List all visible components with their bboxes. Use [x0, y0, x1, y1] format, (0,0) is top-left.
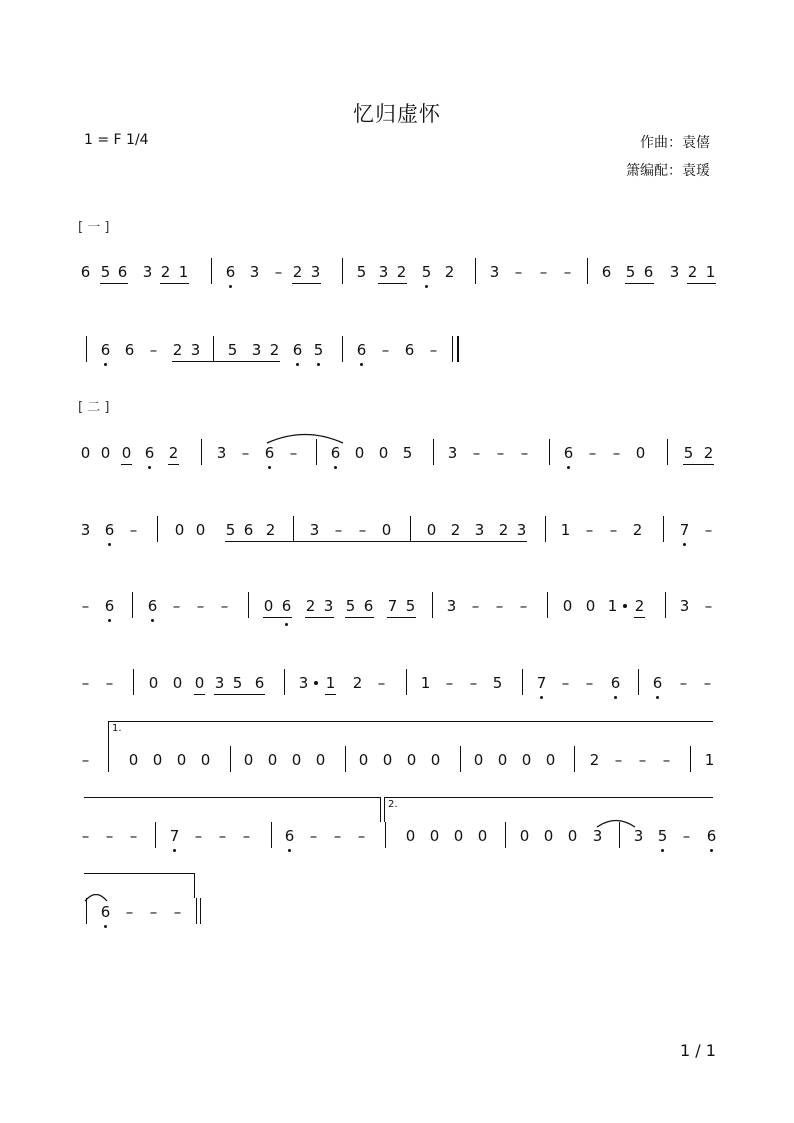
low-octave-dot — [104, 925, 107, 928]
note: 2 — [634, 597, 645, 615]
note: – — [703, 674, 712, 692]
note: 6 — [284, 827, 295, 845]
note: – — [381, 341, 390, 359]
note: 1 — [178, 263, 189, 281]
note: 3 — [216, 444, 227, 462]
barline — [663, 516, 664, 542]
barline — [108, 746, 109, 772]
note: 7 — [679, 521, 690, 539]
beam-underline — [172, 361, 280, 362]
barline — [342, 258, 343, 284]
note: – — [519, 597, 528, 615]
final-barline — [196, 898, 201, 924]
note: – — [585, 521, 594, 539]
barline — [410, 516, 411, 542]
beam-underline — [225, 541, 527, 542]
beam-underline — [263, 617, 292, 618]
note: – — [129, 521, 138, 539]
beam-underline — [305, 617, 334, 618]
note: 0 — [382, 751, 393, 769]
note: 0 — [477, 827, 488, 845]
note: 0 — [585, 597, 596, 615]
note: 1 — [420, 674, 431, 692]
score-title: 忆归虚怀 — [353, 102, 441, 126]
note: – — [638, 751, 647, 769]
note: 0 — [562, 597, 573, 615]
beam-underline — [634, 617, 645, 618]
note: 0 — [545, 751, 556, 769]
note: – — [289, 444, 298, 462]
note: 5 — [402, 444, 413, 462]
note: – — [81, 597, 90, 615]
low-octave-dot — [317, 363, 320, 366]
barline — [460, 746, 461, 772]
low-octave-dot — [296, 363, 299, 366]
barline — [284, 669, 285, 695]
note: 5 — [625, 263, 636, 281]
barline — [545, 516, 546, 542]
note: 3 — [251, 341, 262, 359]
beam-underline — [387, 617, 416, 618]
score-line-8 — [80, 826, 720, 876]
note: 3 — [298, 674, 309, 692]
note: – — [377, 674, 386, 692]
note: – — [563, 263, 572, 281]
note: 0 — [263, 597, 274, 615]
note: 6 — [404, 341, 415, 359]
barline — [211, 258, 212, 284]
note: 3 — [309, 521, 320, 539]
note: 6 — [225, 263, 236, 281]
note: – — [218, 827, 227, 845]
note: 6 — [100, 903, 111, 921]
note: – — [105, 827, 114, 845]
note: – — [125, 903, 134, 921]
note: 0 — [291, 751, 302, 769]
barline — [345, 746, 346, 772]
note: 3 — [378, 263, 389, 281]
barline — [547, 592, 548, 618]
arranger-credit: 箫编配：袁瑗 — [626, 163, 710, 179]
beam-underline — [160, 283, 189, 284]
note: 2 — [168, 444, 179, 462]
note: 0 — [354, 444, 365, 462]
volta-bracket — [84, 797, 381, 822]
note: 0 — [100, 444, 111, 462]
score-line-1 — [80, 262, 720, 312]
note: 0 — [176, 751, 187, 769]
note: 5 — [492, 674, 503, 692]
note: 7 — [536, 674, 547, 692]
note: 5 — [657, 827, 668, 845]
barline — [213, 336, 214, 362]
note: 6 — [281, 597, 292, 615]
note: – — [662, 751, 671, 769]
note: 6 — [80, 263, 91, 281]
low-octave-dot — [661, 849, 664, 852]
note: 2 — [396, 263, 407, 281]
beam-underline — [625, 283, 654, 284]
note: 6 — [601, 263, 612, 281]
note: 0 — [200, 751, 211, 769]
note: 1 — [607, 597, 618, 615]
note: 1 — [325, 674, 336, 692]
note: – — [704, 597, 713, 615]
note: 7 — [169, 827, 180, 845]
low-octave-dot — [360, 363, 363, 366]
note: – — [274, 263, 283, 281]
note: 2 — [632, 521, 643, 539]
beam-underline — [292, 283, 321, 284]
barline — [201, 439, 202, 465]
augmentation-dot — [314, 681, 318, 685]
barline — [574, 746, 575, 772]
note: – — [81, 674, 90, 692]
note: – — [514, 263, 523, 281]
note: 6 — [117, 263, 128, 281]
barline — [342, 336, 343, 362]
note: 6 — [104, 521, 115, 539]
note: 5 — [100, 263, 111, 281]
note: 0 — [497, 751, 508, 769]
low-octave-dot — [614, 696, 617, 699]
note: 6 — [706, 827, 717, 845]
section-label-1: [ 一 ] — [78, 220, 110, 235]
low-octave-dot — [540, 696, 543, 699]
tie-arc — [84, 894, 108, 902]
note: 3 — [446, 597, 457, 615]
note: 2 — [687, 263, 698, 281]
note: 2 — [305, 597, 316, 615]
note: 6 — [104, 597, 115, 615]
note: 0 — [635, 444, 646, 462]
note: – — [472, 444, 481, 462]
augmentation-dot — [623, 604, 627, 608]
note: 6 — [124, 341, 135, 359]
note: 2 — [444, 263, 455, 281]
note: 0 — [426, 521, 437, 539]
note: 2 — [498, 521, 509, 539]
low-octave-dot — [148, 466, 151, 469]
barline — [248, 592, 249, 618]
note: – — [445, 674, 454, 692]
low-octave-dot — [567, 466, 570, 469]
key-signature: 1 = F 1/4 — [84, 132, 149, 148]
barline — [432, 592, 433, 618]
note: 5 — [421, 263, 432, 281]
volta-number: 2. — [388, 799, 398, 810]
barline — [271, 822, 272, 848]
low-octave-dot — [683, 543, 686, 546]
low-octave-dot — [151, 619, 154, 622]
note: 0 — [267, 751, 278, 769]
note: – — [614, 751, 623, 769]
note: 2 — [352, 674, 363, 692]
note: – — [242, 827, 251, 845]
beam-underline — [214, 694, 265, 695]
note: 1 — [704, 751, 715, 769]
note: 3 — [310, 263, 321, 281]
barline — [230, 746, 231, 772]
note: 5 — [405, 597, 416, 615]
tie-arc — [596, 820, 636, 828]
note: 5 — [227, 341, 238, 359]
note: 6 — [356, 341, 367, 359]
note: 0 — [128, 751, 139, 769]
note: 0 — [358, 751, 369, 769]
tie-arc — [266, 434, 344, 444]
beam-underline — [121, 464, 132, 465]
low-octave-dot — [229, 285, 232, 288]
volta-number: 1. — [112, 723, 122, 734]
note: 0 — [406, 751, 417, 769]
note: 5 — [225, 521, 236, 539]
note: 5 — [232, 674, 243, 692]
barline — [690, 746, 691, 772]
beam-underline — [325, 694, 336, 695]
note: – — [520, 444, 529, 462]
note: 3 — [592, 827, 603, 845]
beam-underline — [687, 283, 716, 284]
note: – — [81, 751, 90, 769]
note: 6 — [363, 597, 374, 615]
note: 5 — [345, 597, 356, 615]
note: – — [588, 444, 597, 462]
low-octave-dot — [108, 619, 111, 622]
note: 5 — [683, 444, 694, 462]
note: – — [149, 903, 158, 921]
barline — [667, 439, 668, 465]
note: – — [469, 674, 478, 692]
note: 3 — [516, 521, 527, 539]
note: – — [357, 827, 366, 845]
note: 3 — [323, 597, 334, 615]
note: 0 — [378, 444, 389, 462]
note: – — [679, 674, 688, 692]
note: 2 — [172, 341, 183, 359]
note: 6 — [243, 521, 254, 539]
note: 0 — [567, 827, 578, 845]
note: 0 — [195, 521, 206, 539]
note: 6 — [330, 444, 341, 462]
beam-underline — [100, 283, 128, 284]
note: – — [495, 597, 504, 615]
note: 5 — [313, 341, 324, 359]
barline — [638, 669, 639, 695]
note: – — [241, 444, 250, 462]
barline — [385, 822, 386, 848]
note: 0 — [429, 827, 440, 845]
note: 3 — [447, 444, 458, 462]
beam-underline — [683, 464, 714, 465]
note: 0 — [315, 751, 326, 769]
note: – — [682, 827, 691, 845]
beam-underline — [168, 464, 179, 465]
note: 6 — [292, 341, 303, 359]
barline — [406, 669, 407, 695]
beam-underline — [378, 283, 407, 284]
note: 0 — [381, 521, 392, 539]
low-octave-dot — [173, 849, 176, 852]
note: 3 — [669, 263, 680, 281]
note: 7 — [387, 597, 398, 615]
note: 3 — [142, 263, 153, 281]
final-barline — [452, 336, 459, 362]
note: 5 — [356, 263, 367, 281]
note: 2 — [160, 263, 171, 281]
score-line-6 — [80, 673, 720, 723]
low-octave-dot — [425, 285, 428, 288]
note: 6 — [254, 674, 265, 692]
barline — [433, 439, 434, 465]
low-octave-dot — [108, 543, 111, 546]
note: 3 — [80, 521, 91, 539]
note: 0 — [174, 521, 185, 539]
note: 0 — [521, 751, 532, 769]
barline — [475, 258, 476, 284]
page-number: 1 / 1 — [680, 1041, 716, 1060]
note: – — [333, 827, 342, 845]
note: 0 — [194, 674, 205, 692]
note: 3 — [474, 521, 485, 539]
note: 2 — [703, 444, 714, 462]
composer-credit: 作曲：袁僖 — [640, 135, 710, 151]
note: 6 — [652, 674, 663, 692]
barline — [522, 669, 523, 695]
score-line-5 — [80, 596, 720, 646]
note: 2 — [265, 521, 276, 539]
barline — [133, 669, 134, 695]
low-octave-dot — [104, 363, 107, 366]
note: 0 — [152, 751, 163, 769]
barline — [157, 516, 158, 542]
barline — [505, 822, 506, 848]
beam-underline — [345, 617, 374, 618]
volta-bracket — [108, 721, 713, 746]
note: – — [539, 263, 548, 281]
note: – — [220, 597, 229, 615]
low-octave-dot — [656, 696, 659, 699]
barline — [132, 592, 133, 618]
note: – — [334, 521, 343, 539]
note: – — [172, 597, 181, 615]
score-line-9 — [80, 902, 720, 952]
note: – — [496, 444, 505, 462]
low-octave-dot — [268, 466, 271, 469]
note: – — [358, 521, 367, 539]
score-line-3 — [80, 443, 720, 493]
note: 0 — [453, 827, 464, 845]
score-line-4 — [80, 520, 720, 570]
note: 0 — [430, 751, 441, 769]
note: – — [173, 903, 182, 921]
note: – — [196, 597, 205, 615]
low-octave-dot — [334, 466, 337, 469]
note: 6 — [610, 674, 621, 692]
note: – — [309, 827, 318, 845]
note: 3 — [249, 263, 260, 281]
note: 6 — [144, 444, 155, 462]
note: 1 — [560, 521, 571, 539]
note: 6 — [643, 263, 654, 281]
note: 6 — [147, 597, 158, 615]
note: 0 — [543, 827, 554, 845]
note: – — [429, 341, 438, 359]
note: 2 — [589, 751, 600, 769]
note: 0 — [148, 674, 159, 692]
barline — [587, 258, 588, 284]
note: 3 — [679, 597, 690, 615]
note: – — [609, 521, 618, 539]
note: 3 — [633, 827, 644, 845]
note: – — [105, 674, 114, 692]
note: – — [471, 597, 480, 615]
note: 2 — [269, 341, 280, 359]
note: 0 — [473, 751, 484, 769]
low-octave-dot — [285, 623, 288, 626]
low-octave-dot — [288, 849, 291, 852]
barline — [665, 592, 666, 618]
note: 3 — [214, 674, 225, 692]
note: 0 — [80, 444, 91, 462]
beam-underline — [194, 694, 205, 695]
low-octave-dot — [710, 849, 713, 852]
note: – — [585, 674, 594, 692]
note: – — [612, 444, 621, 462]
score-line-7 — [80, 750, 720, 800]
note: 0 — [172, 674, 183, 692]
score-line-2 — [80, 340, 720, 390]
note: 0 — [405, 827, 416, 845]
note: 3 — [489, 263, 500, 281]
note: 2 — [292, 263, 303, 281]
barline — [155, 822, 156, 848]
note: 6 — [264, 444, 275, 462]
note: 1 — [705, 263, 716, 281]
note: – — [129, 827, 138, 845]
note: 3 — [190, 341, 201, 359]
note: 6 — [100, 341, 111, 359]
note: – — [81, 827, 90, 845]
section-label-2: [ 二 ] — [78, 400, 110, 415]
note: – — [561, 674, 570, 692]
note: 0 — [121, 444, 132, 462]
note: 2 — [450, 521, 461, 539]
note: – — [149, 341, 158, 359]
note: – — [704, 521, 713, 539]
note: 6 — [563, 444, 574, 462]
barline — [549, 439, 550, 465]
note: 0 — [519, 827, 530, 845]
note: – — [194, 827, 203, 845]
barline — [293, 516, 294, 542]
volta-bracket — [384, 797, 713, 822]
note: 0 — [243, 751, 254, 769]
barline — [86, 336, 87, 362]
